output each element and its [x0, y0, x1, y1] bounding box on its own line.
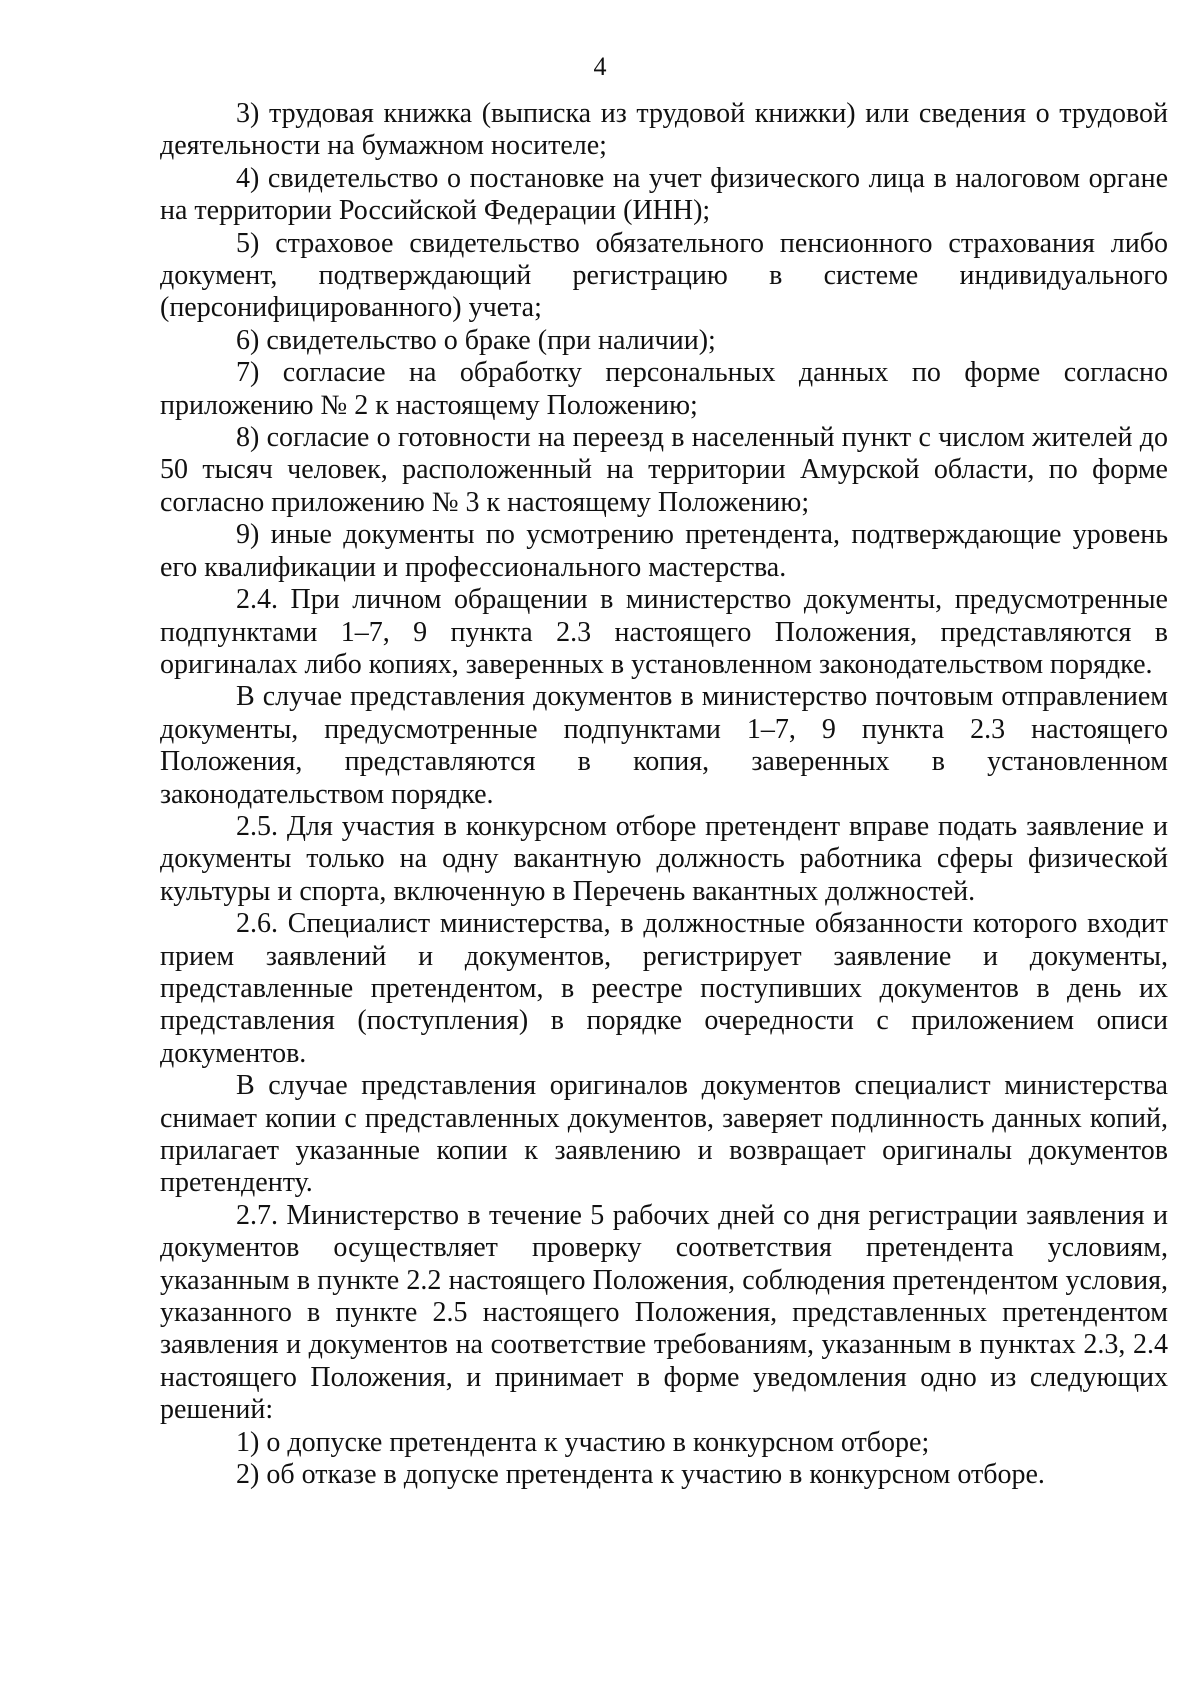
- paragraph-item-4: 4) свидетельство о постановке на учет физического лица в налоговом органе на территории Российской Федерации (ИНН);: [160, 162, 1168, 227]
- page-number: 4: [593, 52, 607, 81]
- paragraph-section-2-5: 2.5. Для участия в конкурсном отборе претендент вправе подать заявление и документы только на одну вакантную должность работника сферы физической культуры и спорта, включенную в Перечень вакантных должностей.: [160, 810, 1168, 907]
- paragraph-section-2-4-postal: В случае представления документов в министерство почтовым отправлением документы, предусмотренные подпунктами 1–7, 9 пункта 2.3 настоящего Положения, представляются в копия, заверенных в установленном законодательством порядке.: [160, 681, 1168, 810]
- decision-item-1: 1) о допуске претендента к участию в конкурсном отборе;: [236, 1426, 930, 1458]
- paragraph-item-8: 8) согласие о готовности на переезд в населенный пункт с числом жителей до 50 тысяч человек, расположенный на территории Амурской области, по форме согласно приложению № 3 к настоящему Положению;: [160, 422, 1168, 518]
- document-body: [160, 98, 1168, 1491]
- paragraph-section-2-7: 2.7. Министерство в течение 5 рабочих дней со дня регистрации заявления и документов осуществляет проверку соответствия претендента условиям, указанным в пункте 2.2 настоящего Положения, соблюдения претендентом условия, указанного в пункте 2.5 настоящего Положения, представленных претендентом заявления и документов на соответствие требованиям, указанным в пунктах 2.3, 2.4 настоящего Положения, и принимает в форме уведомления одно из следующих решений:: [160, 1199, 1168, 1426]
- paragraph-item-6: 6) свидетельство о браке (при наличии);: [236, 324, 716, 356]
- paragraph-item-5: 5) страховое свидетельство обязательного пенсионного страхования либо документ, подтверждающий регистрацию в системе индивидуального (персонифицированного) учета;: [160, 227, 1168, 324]
- paragraph-section-2-6-originals: В случае представления оригиналов документов специалист министерства снимает копии с представленных документов, заверяет подлинность данных копий, прилагает указанные копии к заявлению и возвращает оригиналы документов претенденту.: [160, 1070, 1168, 1199]
- paragraph-item-7: 7) согласие на обработку персональных данных по форме согласно приложению № 2 к настоящему Положению;: [160, 357, 1168, 421]
- paragraph-item-3: 3) трудовая книжка (выписка из трудовой книжки) или сведения о трудовой деятельности на бумажном носителе;: [160, 98, 1168, 162]
- paragraph-section-2-6: 2.6. Специалист министерства, в должностные обязанности которого входит прием заявлений и документов, регистрирует заявление и документы, представленные претендентом, в реестре поступивших документов в день их представления (поступления) в порядке очередности с приложением описи документов.: [160, 908, 1168, 1069]
- decision-item-2: 2) об отказе в допуске претендента к участию в конкурсном отборе.: [236, 1459, 1045, 1491]
- paragraph-item-9: 9) иные документы по усмотрению претендента, подтверждающие уровень его квалификации и профессионального мастерства.: [160, 519, 1168, 583]
- paragraph-section-2-4: 2.4. При личном обращении в министерство документы, предусмотренные подпунктами 1–7, 9 пункта 2.3 настоящего Положения, представляются в оригиналах либо копиях, заверенных в установленном законодательством порядке.: [160, 584, 1168, 680]
